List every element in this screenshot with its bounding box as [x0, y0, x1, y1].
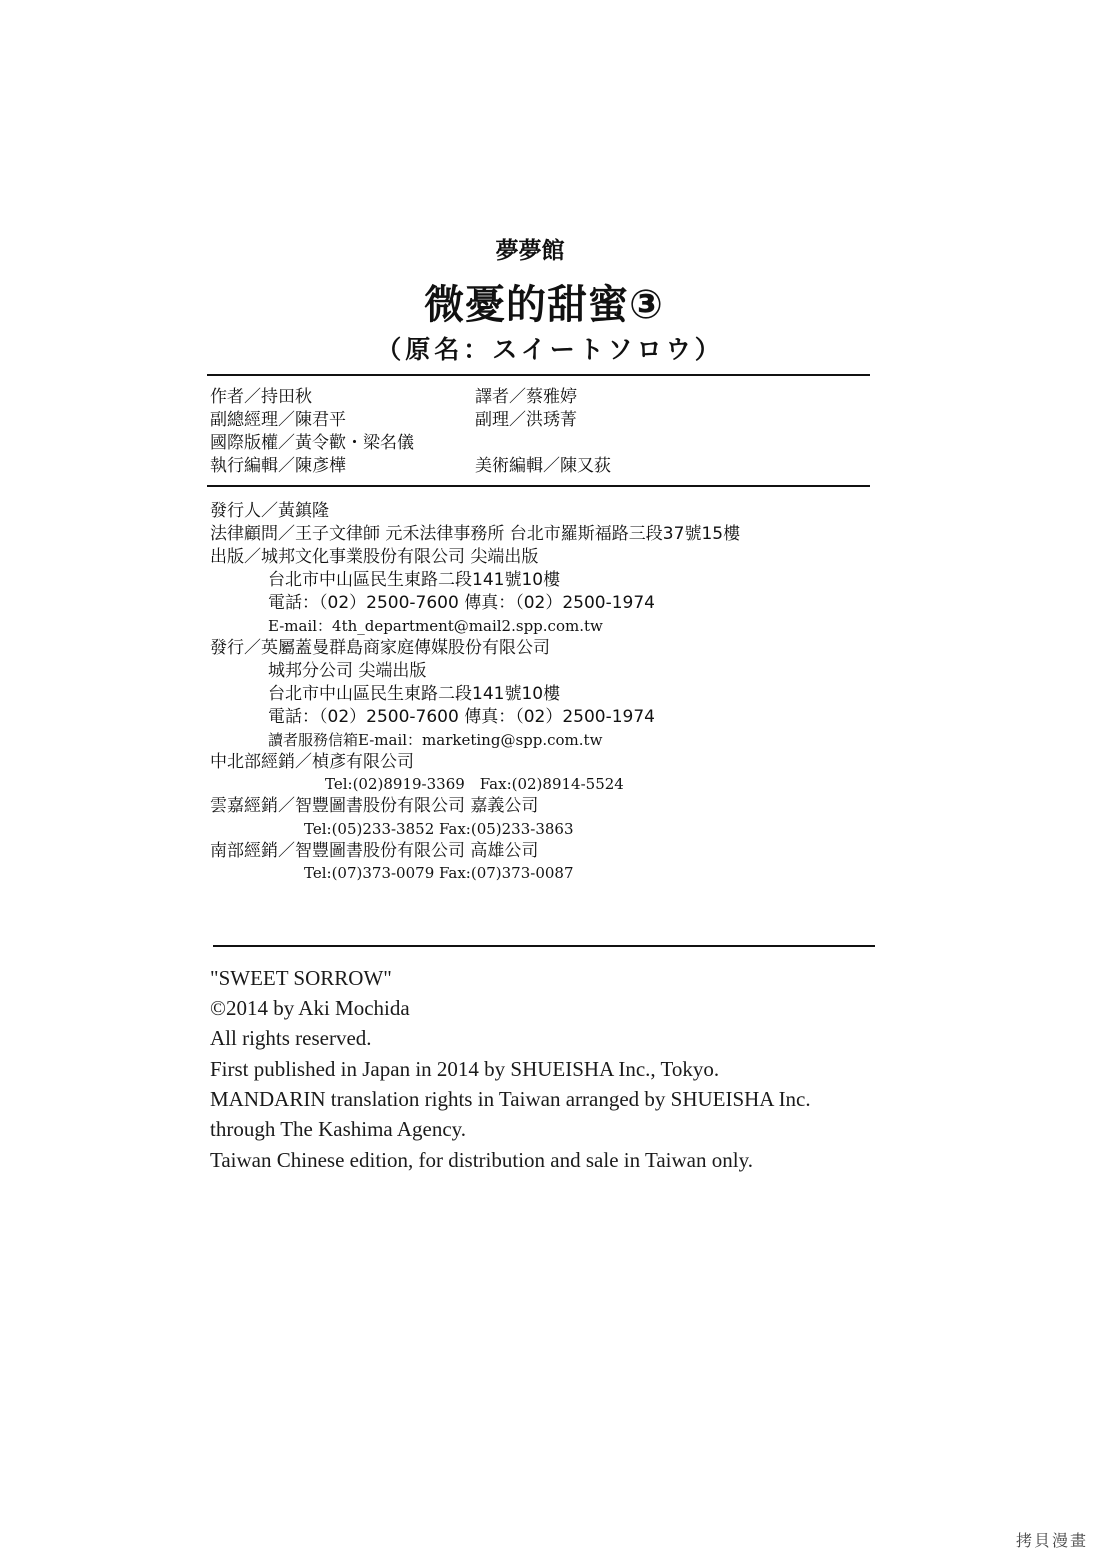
publisher-address: 台北市中山區民生東路二段141號10樓	[268, 570, 561, 590]
credit-intl-rights: 國際版權／黃令歡・梁名儀	[210, 433, 414, 453]
credit-art-editor: 美術編輯／陳又荻	[475, 456, 611, 476]
credit-deputy-manager: 副理／洪琇菁	[475, 410, 577, 430]
original-title: （原名：スイートソロウ）	[376, 335, 724, 364]
distributor: 發行／英屬蓋曼群島商家庭傳媒股份有限公司	[210, 638, 550, 658]
south-distributor: 南部經銷／智豐圖書股份有限公司 高雄公司	[210, 841, 539, 861]
rights-line: ©2014 by Aki Mochida	[210, 996, 410, 1020]
reader-service-email: 讀者服務信箱E-mail：marketing@spp.com.tw	[268, 731, 603, 749]
divider	[213, 945, 875, 947]
north-distributor: 中北部經銷／楨彥有限公司	[210, 752, 414, 772]
credit-deputy-gm: 副總經理／陳君平	[210, 410, 346, 430]
credit-translator: 譯者／蔡雅婷	[475, 387, 577, 407]
rights-line: All rights reserved.	[210, 1026, 372, 1050]
rights-line: "SWEET SORROW"	[210, 966, 392, 990]
central-contact: Tel:(05)233-3852 Fax:(05)233-3863	[304, 820, 574, 838]
rights-line: Taiwan Chinese edition, for distribution and sale in Taiwan only.	[210, 1148, 753, 1172]
legal-counsel: 法律顧問／王子文律師 元禾法律事務所 台北市羅斯福路三段37號15樓	[210, 524, 741, 544]
publisher: 出版／城邦文化事業股份有限公司 尖端出版	[210, 547, 539, 567]
series-name: 夢夢館	[495, 238, 565, 264]
watermark: 拷貝漫畫	[1015, 1531, 1088, 1550]
south-contact: Tel:(07)373-0079 Fax:(07)373-0087	[304, 864, 574, 882]
rights-line: First published in Japan in 2014 by SHUEISHA Inc., Tokyo.	[210, 1057, 720, 1081]
credit-author: 作者／持田秋	[210, 387, 312, 407]
distributor-branch: 城邦分公司 尖端出版	[268, 661, 427, 681]
central-distributor: 雲嘉經銷／智豐圖書股份有限公司 嘉義公司	[210, 796, 539, 816]
publisher-email: E-mail：4th_department@mail2.spp.com.tw	[268, 617, 603, 635]
distributor-phone: 電話：（02）2500-7600 傳真：（02）2500-1974	[268, 707, 655, 727]
book-title: 微憂的甜蜜③	[424, 282, 664, 328]
issuer: 發行人／黃鎮隆	[210, 501, 329, 521]
credit-exec-editor: 執行編輯／陳彥樺	[210, 456, 346, 476]
north-contact: Tel:(02)8919-3369 Fax:(02)8914-5524	[325, 775, 624, 793]
divider	[207, 374, 870, 376]
divider	[207, 485, 870, 487]
rights-line: through The Kashima Agency.	[210, 1117, 467, 1141]
publisher-phone: 電話：（02）2500-7600 傳真：（02）2500-1974	[268, 593, 655, 613]
distributor-address: 台北市中山區民生東路二段141號10樓	[268, 684, 561, 704]
rights-line: MANDARIN translation rights in Taiwan arranged by SHUEISHA Inc.	[210, 1087, 811, 1111]
